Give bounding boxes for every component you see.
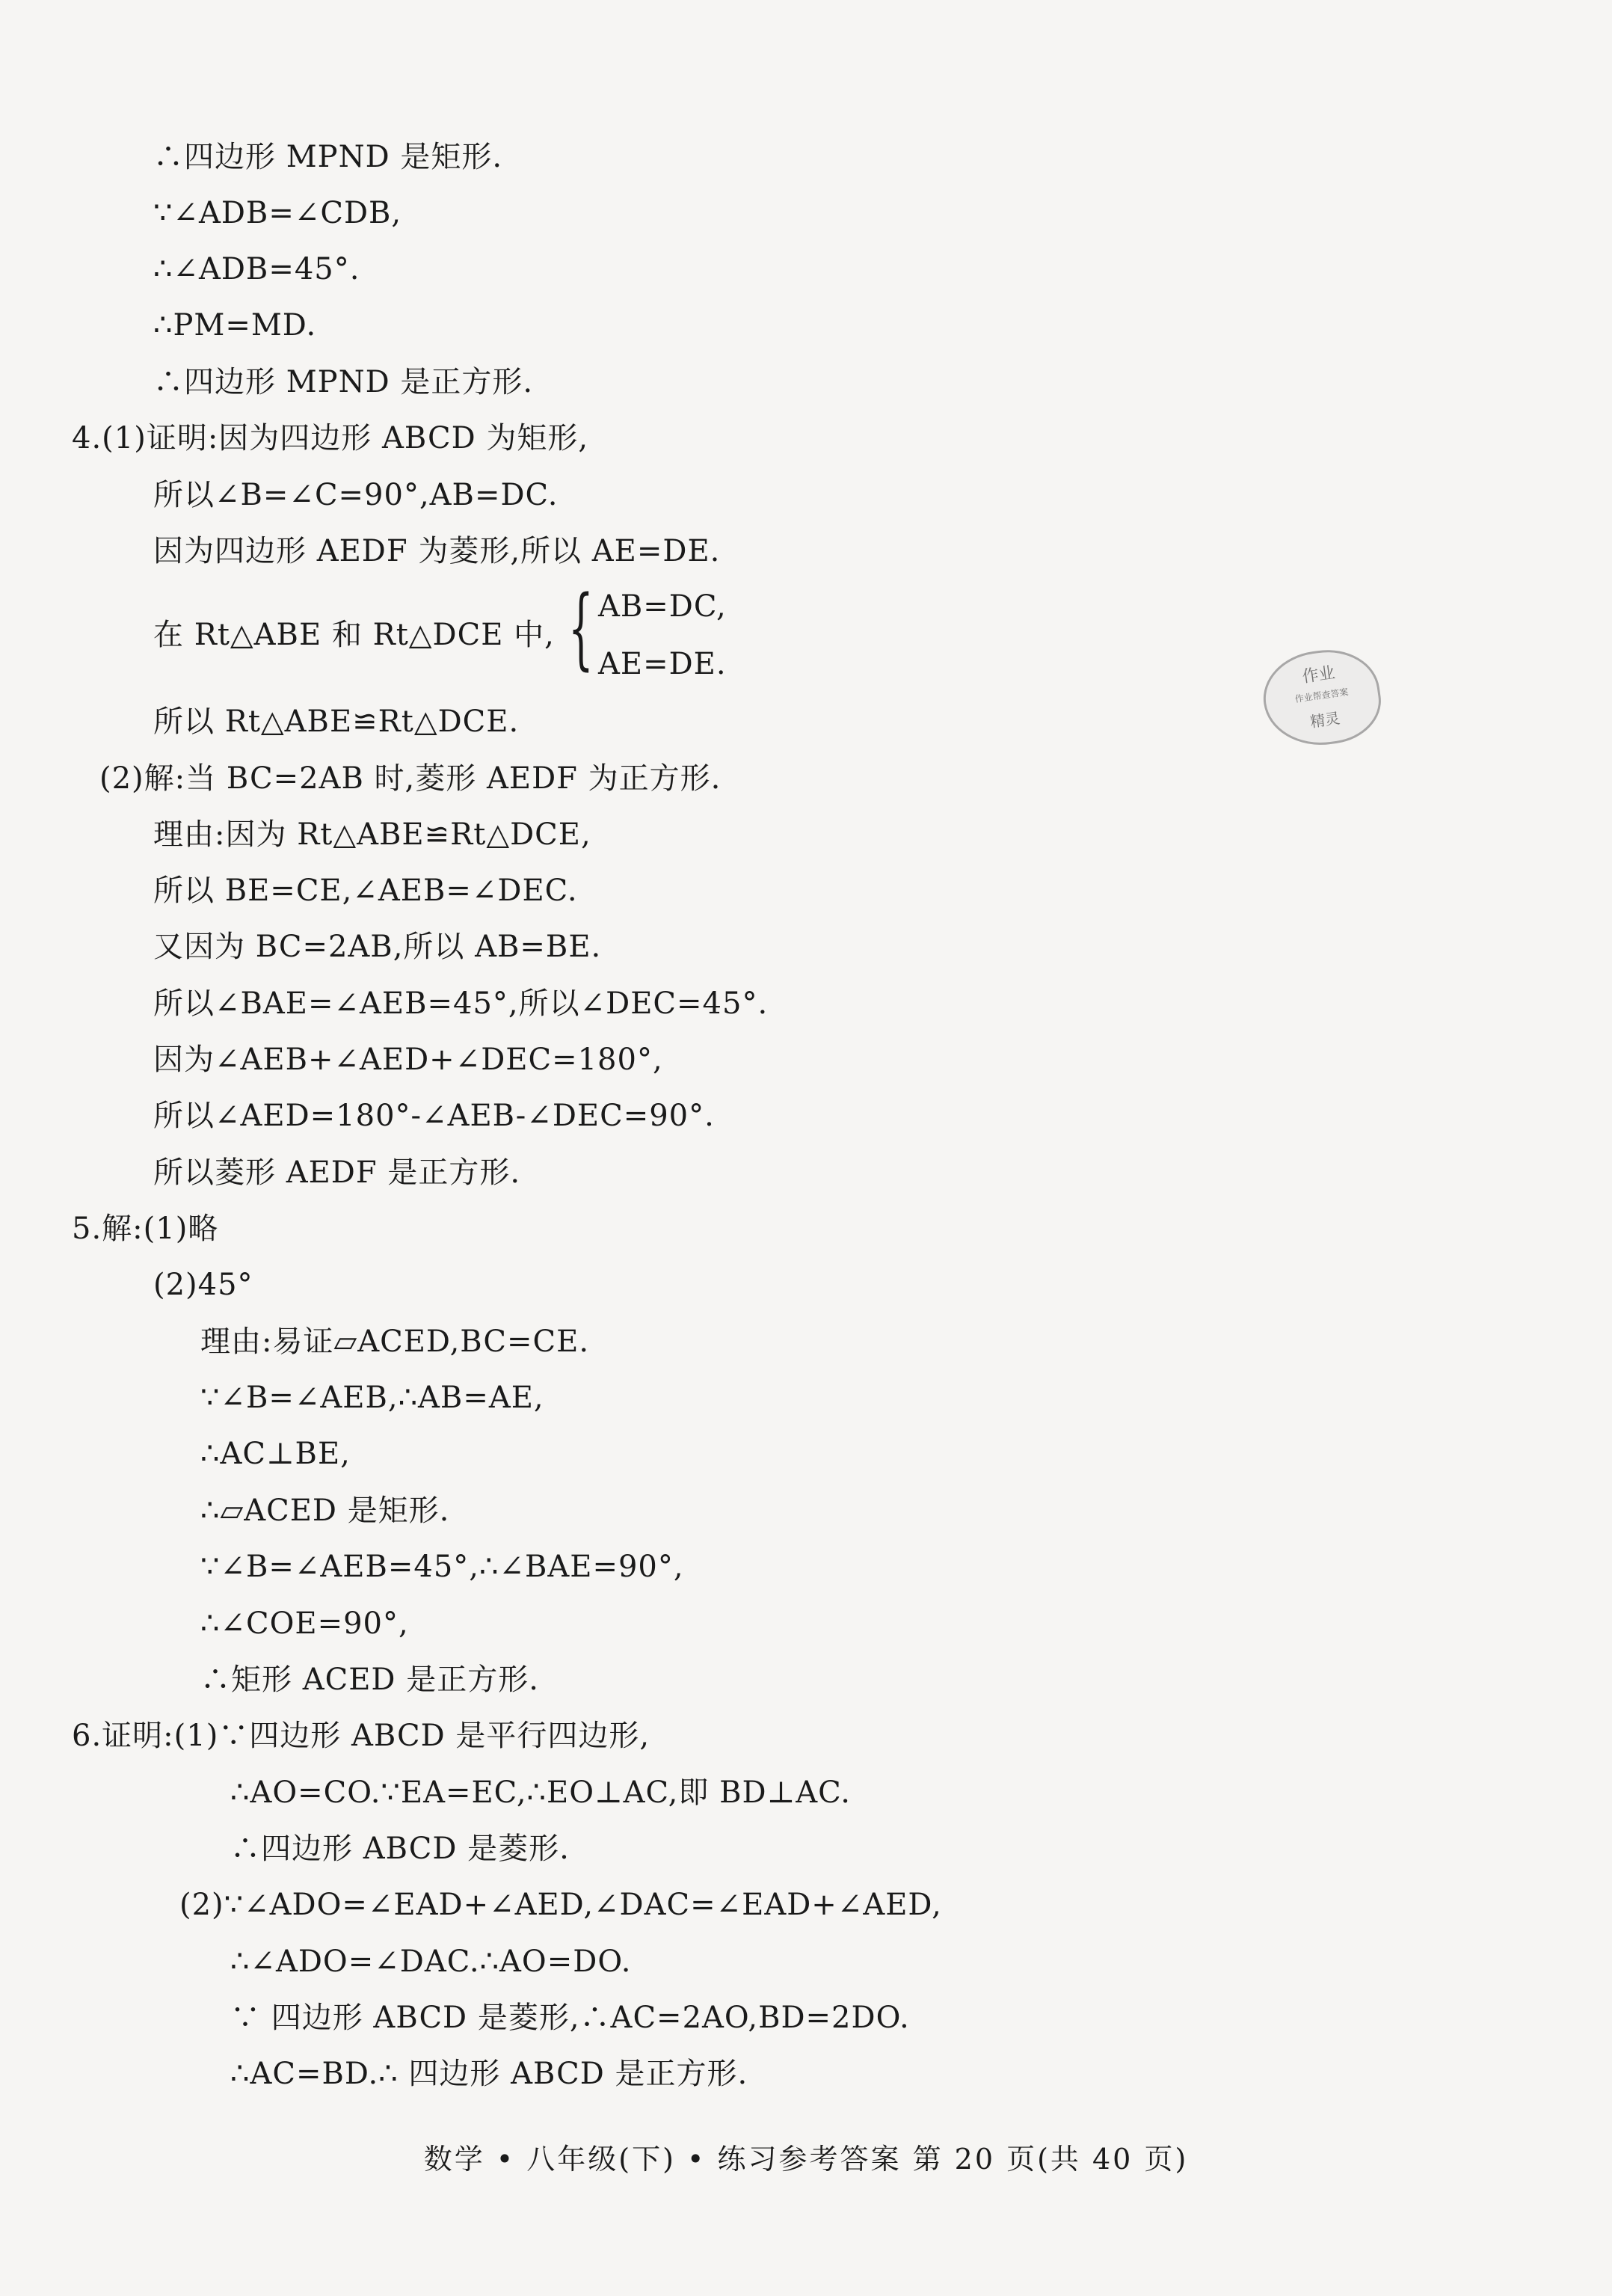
text-line: ∵ 四边形 ABCD 是菱形,∴AC=2AO,BD=2DO. bbox=[230, 2001, 910, 2035]
text-line: ∴∠ADO=∠DAC.∴AO=DO. bbox=[230, 1944, 632, 1979]
text-line: 所以菱形 AEDF 是正方形. bbox=[153, 1155, 521, 1190]
text-line: 所以∠AED=180°-∠AEB-∠DEC=90°. bbox=[153, 1099, 715, 1133]
text-line: ∴∠COE=90°, bbox=[200, 1606, 409, 1641]
text-line: ∴AC⊥BE, bbox=[200, 1437, 351, 1471]
text-line: 因为四边形 AEDF 为菱形,所以 AE=DE. bbox=[153, 534, 721, 568]
text-line: ∵∠B=∠AEB,∴AB=AE, bbox=[200, 1381, 544, 1415]
text-line: ∵∠ADB=∠CDB, bbox=[153, 196, 402, 230]
text-line: 所以 Rt△ABE≌Rt△DCE. bbox=[153, 705, 520, 739]
question-6-heading: 6.证明:(1)∵四边形 ABCD 是平行四边形, bbox=[72, 1719, 650, 1753]
stamp-bottom-text: 精灵 bbox=[1308, 709, 1341, 731]
text-line: 在 Rt△ABE 和 Rt△DCE 中, bbox=[153, 618, 555, 652]
stamp-top-text: 作业 bbox=[1301, 663, 1337, 687]
question-4-heading: 4.(1)证明:因为四边形 ABCD 为矩形, bbox=[72, 421, 589, 455]
text-line: ∴四边形 MPND 是正方形. bbox=[153, 365, 534, 399]
text-line: 所以∠B=∠C=90°,AB=DC. bbox=[153, 478, 559, 512]
text-line: ∴四边形 MPND 是矩形. bbox=[153, 140, 503, 174]
text-line: ∴AO=CO.∵EA=EC,∴EO⊥AC,即 BD⊥AC. bbox=[230, 1775, 851, 1810]
text-line: ∴AC=BD.∴ 四边形 ABCD 是正方形. bbox=[230, 2057, 748, 2091]
text-line: 理由:易证▱ACED,BC=CE. bbox=[200, 1325, 590, 1359]
text-line: (2)45° bbox=[153, 1268, 253, 1302]
system-equation-1: AB=DC, bbox=[598, 589, 727, 624]
text-line: ∴▱ACED 是矩形. bbox=[200, 1494, 450, 1528]
text-line: (2)解:当 BC=2AB 时,菱形 AEDF 为正方形. bbox=[99, 761, 722, 796]
stamp-middle-text: 作业帮查答案 bbox=[1293, 687, 1350, 705]
text-line: ∴矩形 ACED 是正方形. bbox=[200, 1663, 539, 1697]
text-line: ∵∠B=∠AEB=45°,∴∠BAE=90°, bbox=[200, 1550, 684, 1584]
text-line: 又因为 BC=2AB,所以 AB=BE. bbox=[153, 930, 602, 964]
text-line: 因为∠AEB+∠AED+∠DEC=180°, bbox=[153, 1043, 663, 1077]
text-line: 所以 BE=CE,∠AEB=∠DEC. bbox=[153, 874, 578, 908]
text-line: 理由:因为 Rt△ABE≌Rt△DCE, bbox=[153, 817, 591, 852]
text-line: ∴PM=MD. bbox=[153, 308, 317, 343]
text-line: ∴∠ADB=45°. bbox=[153, 252, 360, 286]
system-equation-2: AE=DE. bbox=[598, 647, 727, 681]
watermark-stamp bbox=[1258, 643, 1386, 752]
text-line: 所以∠BAE=∠AEB=45°,所以∠DEC=45°. bbox=[153, 986, 769, 1021]
left-brace: { bbox=[568, 576, 594, 679]
question-5-heading: 5.解:(1)略 bbox=[72, 1212, 219, 1246]
text-line: (2)∵∠ADO=∠EAD+∠AED,∠DAC=∠EAD+∠AED, bbox=[179, 1888, 942, 1922]
page-footer: 数学 • 八年级(下) • 练习参考答案 第 20 页(共 40 页) bbox=[423, 2143, 1189, 2176]
text-line: ∴四边形 ABCD 是菱形. bbox=[230, 1832, 570, 1866]
